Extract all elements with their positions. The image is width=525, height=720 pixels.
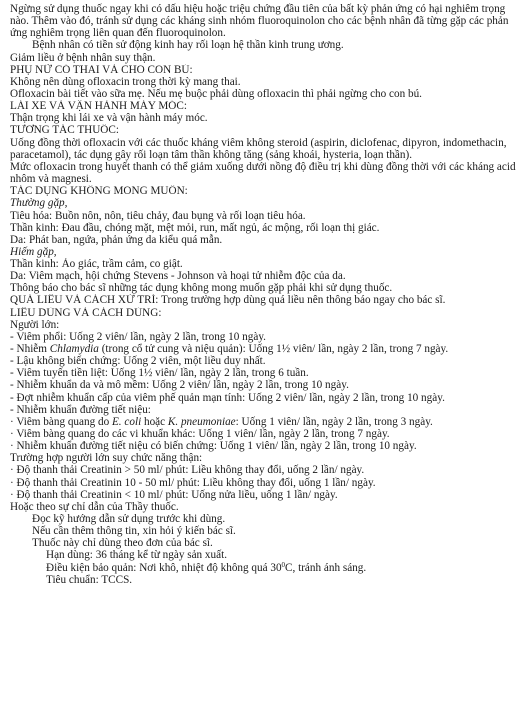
dosage-adults-label: Người lớn: (10, 318, 60, 331)
heading-overdose: QUÁ LIỀU VÀ CÁCH XỬ TRÍ: (10, 294, 159, 307)
side-effect-item: Da: Phát ban, ngứa, phản ứng da kiểu quá mẫn. (10, 233, 223, 246)
dosage-urinary-item: · Nhiễm khuẩn đường tiết niệu có biến chứng: Uống 1 viên/ lần, ngày 2 lần, trong 10 ngày. (10, 440, 417, 453)
side-effects-rare-label: Hiếm gặp, (10, 245, 57, 258)
organism-name: E. coli (111, 415, 142, 428)
dosage-renal-item: · Độ thanh thải Creatinin 10 - 50 ml/ phút: Liều không thay đổi, uống 1 lần/ ngày. (10, 476, 376, 489)
dosage-item: - Đợt nhiễm khuẩn cấp của viêm phế quản mạn tính: Uống 2 viên/ lần, ngày 2 lần, trong 10 ngày. (10, 391, 445, 404)
footer-prescription-only: Thuốc này chỉ dùng theo đơn của bác sĩ. (32, 537, 213, 550)
footer-read-instructions: Đọc kỹ hướng dẫn sử dụng trước khi dùng. (32, 513, 226, 526)
organism-name: Chlamydia (49, 343, 99, 356)
degree-superscript: 0 (281, 561, 286, 569)
overdose-line (10, 294, 517, 306)
intro-epilepsy: Bệnh nhân có tiền sử động kinh hay rối loạn hệ thần kinh trung ương. (32, 39, 344, 52)
storage-conditions (10, 562, 517, 574)
quality-standard: Tiêu chuẩn: TCCS. (46, 573, 133, 586)
storage-text: C, tránh ánh sáng. (285, 561, 367, 574)
dosage-text: : Uống 1 viên/ lần, ngày 2 lần, trong 3 ngày. (235, 415, 433, 428)
dosage-item: - Nhiễm khuẩn đường tiết niệu: (10, 403, 151, 416)
dosage-doctor-note: Hoặc theo sự chỉ dẫn của Thầy thuốc. (10, 500, 179, 513)
heading-side-effects: TÁC DỤNG KHÔNG MONG MUỐN: (10, 185, 188, 198)
dosage-urinary-item: · Viêm bàng quang do các vi khuẩn khác: Uống 1 viên/ lần, ngày 2 lần, trong 7 ngày. (10, 428, 390, 441)
side-effect-item: Da: Viêm mạch, hội chứng Stevens - Johnson và hoại tử nhiễm độc của da. (10, 270, 346, 283)
organism-name: K. pneumoniae (167, 415, 236, 428)
dosage-text: · Viêm bàng quang do (10, 415, 112, 428)
dosage-renal-item: · Độ thanh thải Creatinin > 50 ml/ phút: Liều không thay đổi, uống 2 lần/ ngày. (10, 464, 365, 477)
footer-ask-doctor: Nếu cần thêm thông tin, xin hỏi ý kiến bác sĩ. (32, 525, 236, 538)
pregnancy-line-1: Không nên dùng ofloxacin trong thời kỳ mang thai. (10, 75, 241, 88)
side-effect-item: Tiêu hóa: Buồn nôn, nôn, tiêu chảy, đau bụng và rối loạn tiêu hóa. (10, 209, 306, 222)
dosage-text: hoặc (141, 415, 168, 428)
dosage-urinary-item (10, 416, 517, 428)
dosage-item: - Viêm phổi: Uống 2 viên/ lần, ngày 2 lần, trong 10 ngày. (10, 330, 266, 343)
side-effect-item: Thần kinh: Ảo giác, trầm cảm, co giật. (10, 258, 183, 271)
shelf-life: Hạn dùng: 36 tháng kể từ ngày sản xuất. (46, 549, 227, 562)
dosage-item-chlamydia (10, 343, 517, 355)
dosage-text: (trong cổ tử cung và niệu quản): Uống 1½ viên/ lần, ngày 2 lần, trong 7 ngày. (98, 343, 449, 356)
interactions-paragraph-1: Uống đồng thời ofloxacin với các thuốc kháng viêm không steroid (aspirin, diclofenac, dipyron, indomethacin, paracetamol), tác dụng gây rối loạn tâm thần không tăng (sảng khoái, hysteria, loạn thần). (10, 136, 507, 161)
dosage-renal-item: · Độ thanh thải Creatinin < 10 ml/ phút: Uống nửa liều, uống 1 lần/ ngày. (10, 488, 338, 501)
side-effect-item: Thần kinh: Đau đầu, chóng mặt, mệt mỏi, run, mất ngủ, ác mộng, rối loạn thị giác. (10, 221, 380, 234)
dosage-item: - Viêm tuyến tiền liệt: Uống 1½ viên/ lần, ngày 2 lần, trong 6 tuần. (10, 367, 309, 380)
dosage-text: - Nhiễm (10, 343, 50, 356)
heading-pregnancy: PHỤ NỮ CÓ THAI VÀ CHO CON BÚ: (10, 63, 193, 76)
heading-driving: LÁI XE VÀ VẬN HÀNH MÁY MÓC: (10, 100, 187, 113)
dosage-item: - Lậu không biến chứng: Uống 2 viên, một liều duy nhất. (10, 355, 266, 368)
side-effects-common-label: Thường gặp, (10, 197, 68, 210)
intro-renal: Giảm liều ở bệnh nhân suy thận. (10, 51, 156, 64)
interactions-paragraph-2: Mức ofloxacin trong huyết thanh có thể giảm xuống dưới nồng độ điều trị khi dùng đồng thời với các kháng acid nhôm và magnesi. (10, 160, 516, 186)
storage-text: Điều kiện bảo quản: Nơi khô, nhiệt độ không quá 30 (46, 561, 282, 574)
heading-interactions: TƯƠNG TÁC THUỐC: (10, 124, 119, 137)
side-effects-note: Thông báo cho bác sĩ những tác dụng không mong muốn gặp phải khi sử dụng thuốc. (10, 282, 393, 295)
dosage-item: - Nhiễm khuẩn da và mô mềm: Uống 2 viên/ lần, ngày 2 lần, trong 10 ngày. (10, 379, 349, 392)
heading-dosage: LIỀU DÙNG VÀ CÁCH DÙNG: (10, 306, 162, 319)
overdose-text: Trong trường hợp dùng quá liều nên thông báo ngay cho bác sĩ. (161, 294, 446, 307)
intro-paragraph: Ngừng sử dụng thuốc ngay khi có dấu hiệu hoặc triệu chứng đầu tiên của bất kỳ phản ứng có hại nghiêm trọng nào. Thêm vào đó, tránh sử dụng các kháng sinh nhóm fluoroquinolon cho các bệnh nhân đã từng gặp các phản ứng nghiêm trọng liên quan đến fluoroquinolon. (10, 3, 509, 40)
dosage-renal-label: Trường hợp người lớn suy chức năng thận: (10, 452, 203, 465)
driving-line-1: Thận trọng khi lái xe và vận hành máy móc. (10, 112, 208, 125)
pregnancy-line-2: Ofloxacin bài tiết vào sữa mẹ. Nếu mẹ buộc phải dùng ofloxacin thì phải ngừng cho con bú. (10, 88, 422, 101)
